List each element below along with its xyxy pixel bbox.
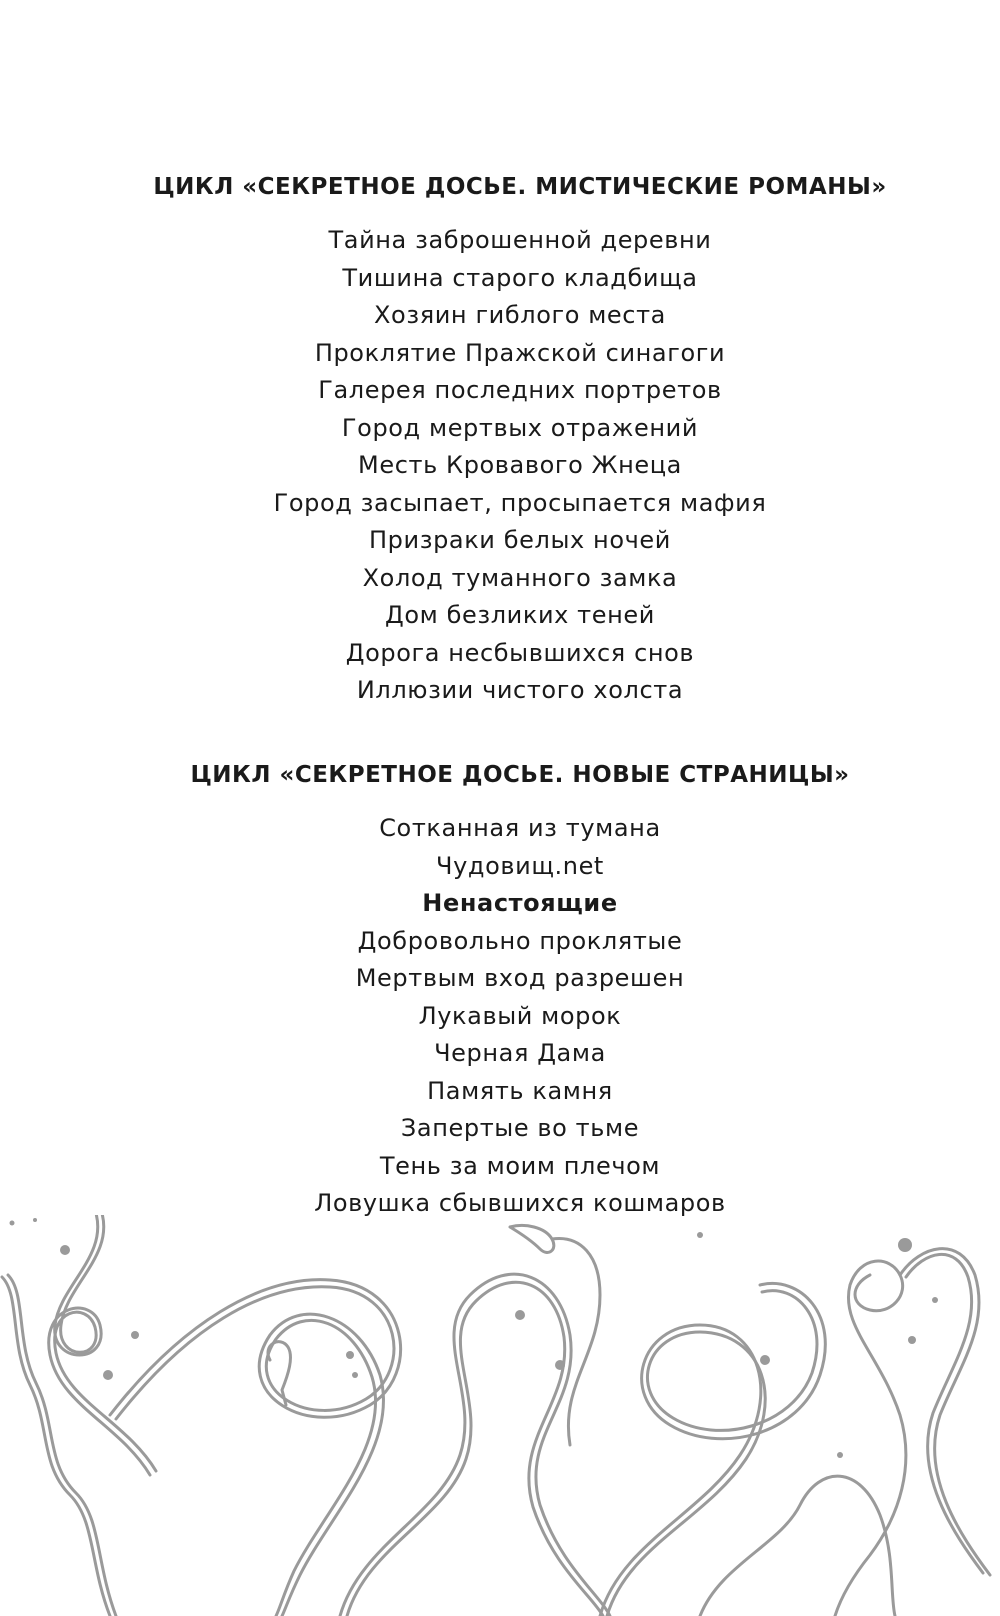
- book-title: Хозяин гиблого места: [374, 301, 666, 329]
- book-title: Тайна заброшенной деревни: [328, 226, 712, 254]
- section-heading-new-pages: ЦИКЛ «СЕКРЕТНОЕ ДОСЬЕ. НОВЫЕ СТРАНИЦЫ»: [190, 762, 850, 788]
- book-title: Тень за моим плечом: [379, 1151, 661, 1180]
- title-list-new-pages: [40, 810, 1000, 1223]
- book-title: Месть Кровавого Жнеца: [358, 451, 682, 479]
- book-title: Память камня: [427, 1076, 613, 1105]
- book-title: Иллюзии чистого холста: [356, 676, 684, 704]
- book-title: Черная Дама: [434, 1039, 606, 1067]
- section-heading-mystic-novels: ЦИКЛ «СЕКРЕТНОЕ ДОСЬЕ. МИСТИЧЕСКИЕ РОМАНЫ»: [153, 174, 887, 200]
- book-title: Добровольно проклятые: [357, 926, 683, 955]
- book-title: Мертвым вход разрешен: [355, 964, 685, 992]
- book-title: Призраки белых ночей: [369, 526, 671, 554]
- book-title: Тишина старого кладбища: [342, 263, 698, 292]
- book-title: Лукавый морок: [418, 1001, 622, 1030]
- book-title-current: Ненастоящие: [422, 889, 618, 917]
- book-title: Дорога несбывшихся снов: [345, 638, 695, 667]
- serpents-ornament-icon: [0, 1215, 1000, 1616]
- book-title: Город мертвых отражений: [341, 413, 699, 442]
- book-title: Сотканная из тумана: [379, 814, 661, 842]
- book-title: Чудовищ.net: [436, 851, 604, 880]
- book-title: Галерея последних портретов: [318, 376, 722, 404]
- book-title: Город засыпает, просыпается мафия: [273, 488, 767, 517]
- book-title: Дом безликих теней: [385, 601, 655, 629]
- title-list-mystic-novels: [40, 222, 1000, 710]
- book-title: Ловушка сбывшихся кошмаров: [314, 1189, 726, 1217]
- book-title: Запертые во тьме: [400, 1114, 640, 1142]
- book-title: Проклятие Пражской синагоги: [314, 338, 726, 367]
- book-title: Холод туманного замка: [362, 563, 678, 592]
